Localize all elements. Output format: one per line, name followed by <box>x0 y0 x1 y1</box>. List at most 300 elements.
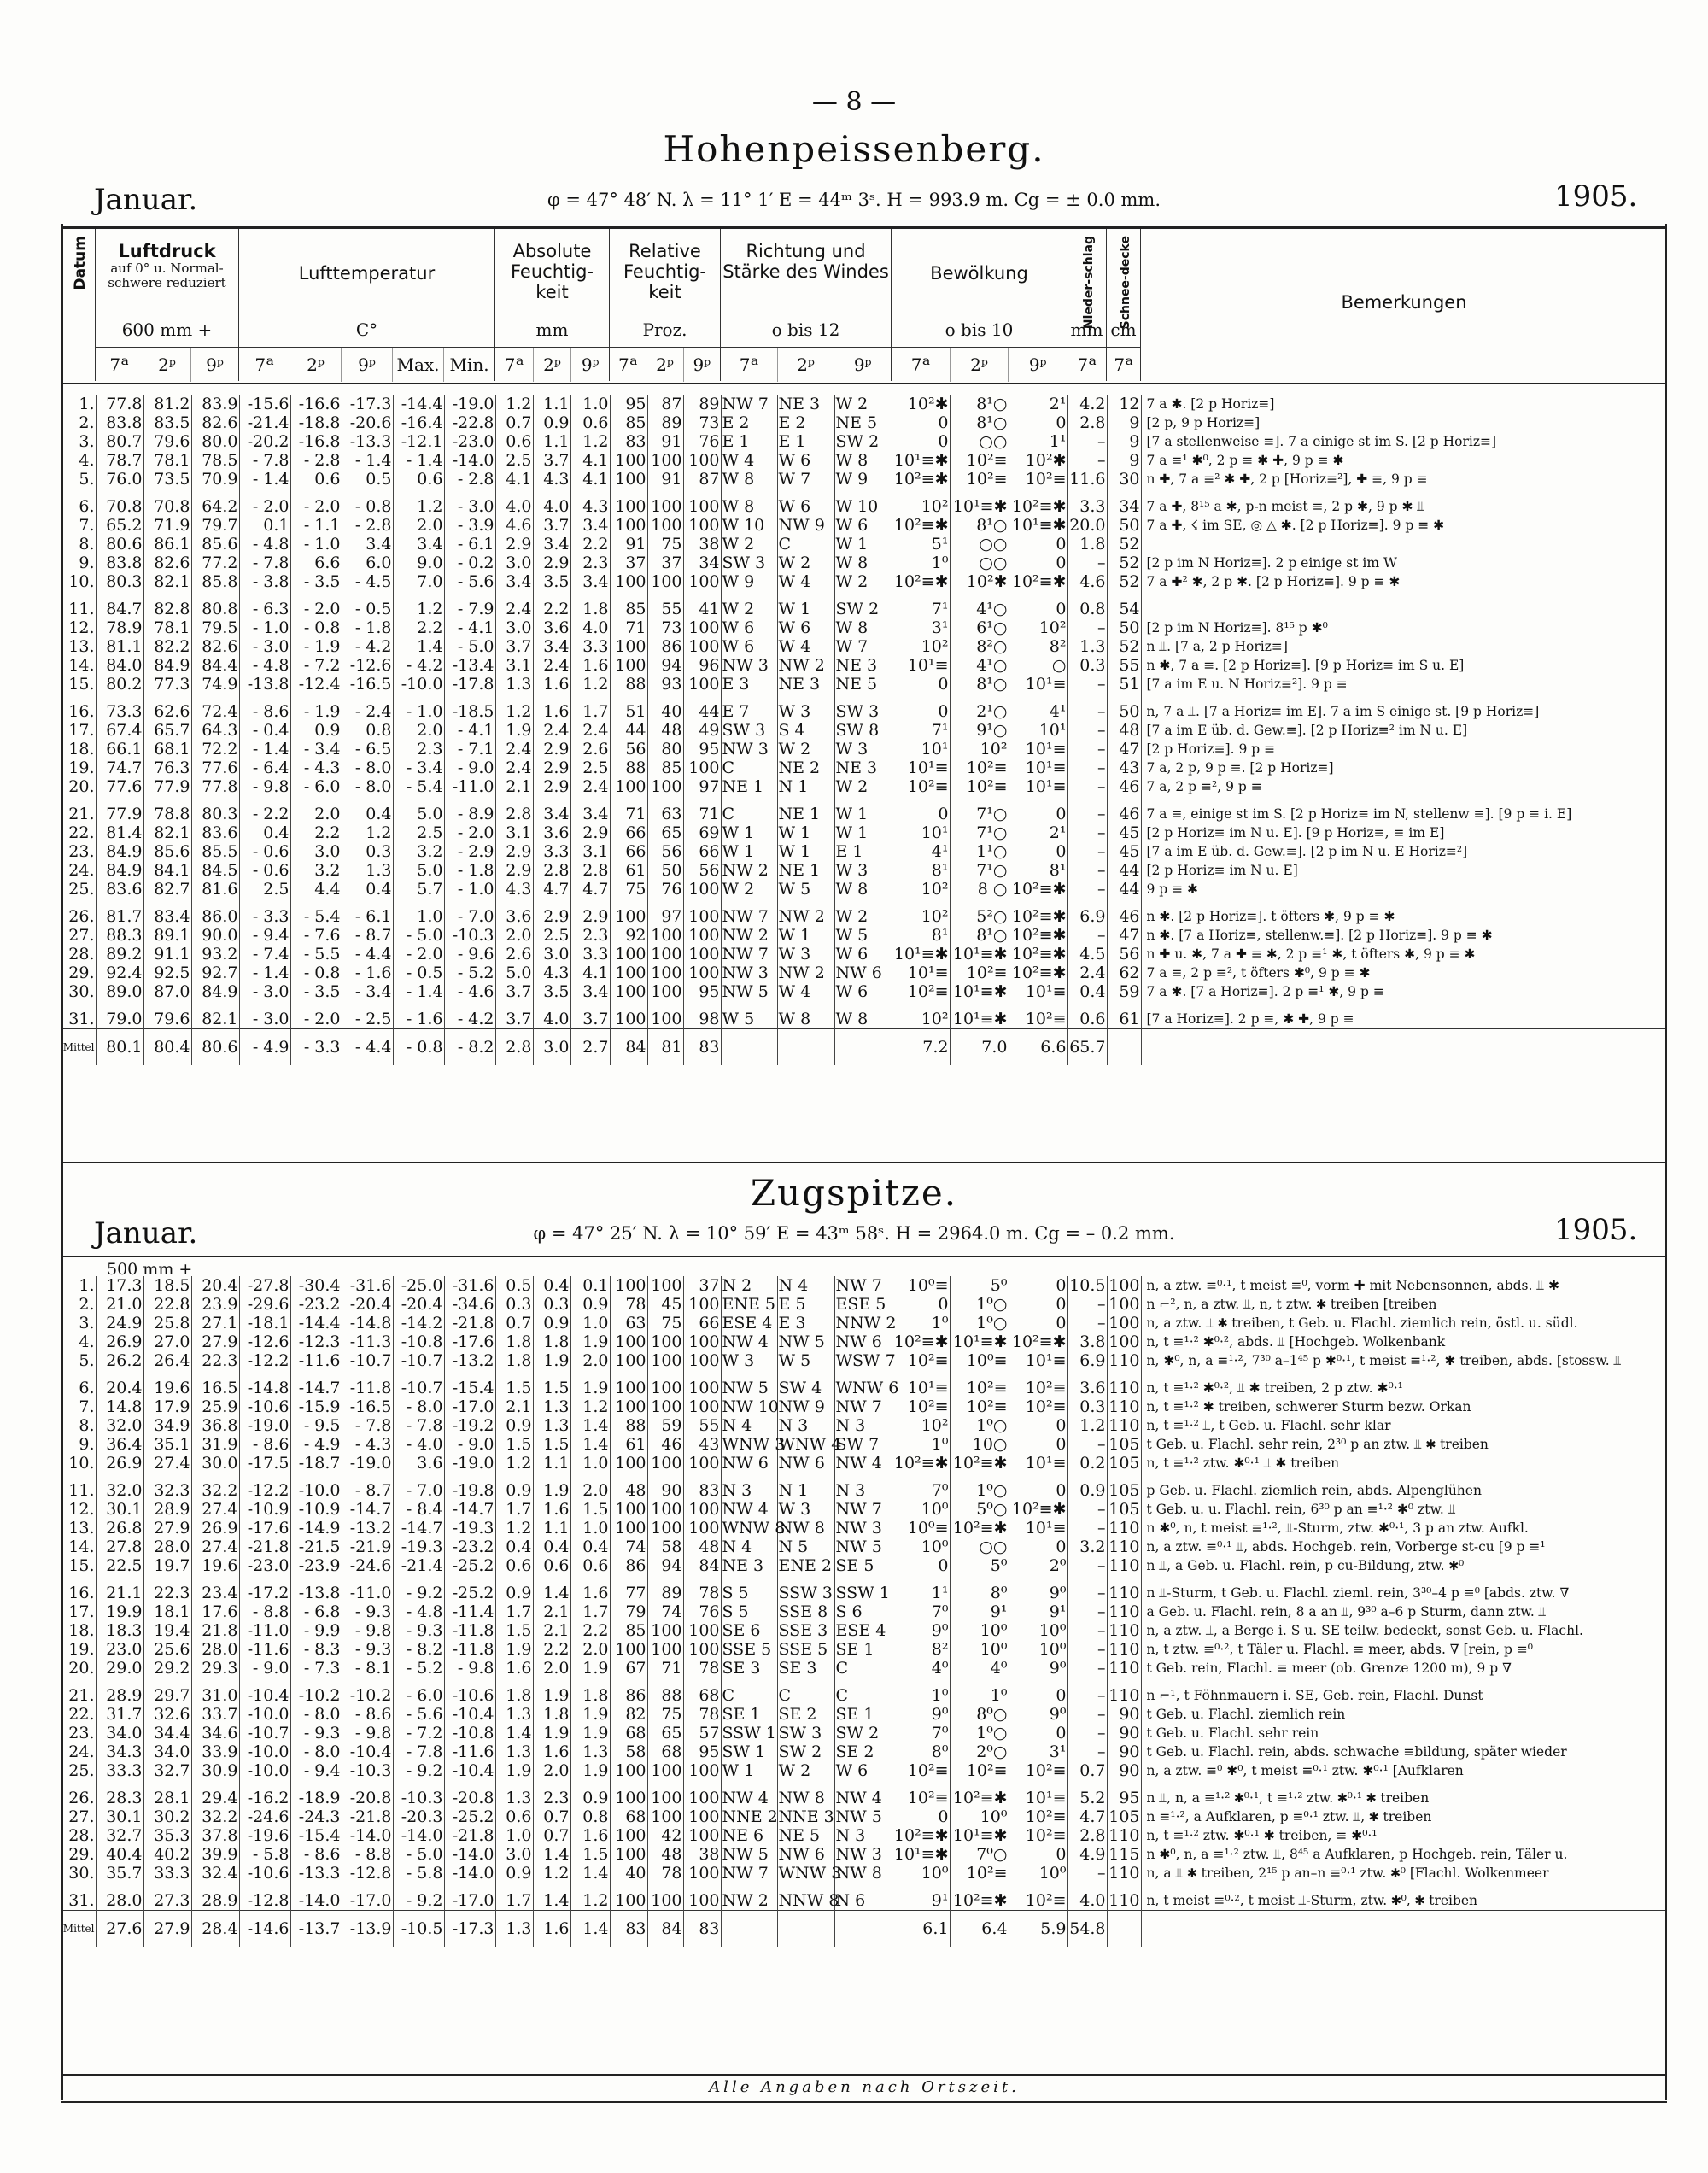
cell-w9: N 6 <box>834 1891 892 1911</box>
cell-precip: 4.6 <box>1068 572 1107 591</box>
cell-t7: -12.2 <box>239 1351 290 1370</box>
cell-c7: 10² <box>892 880 950 899</box>
table-row <box>61 880 1667 899</box>
cell-day: 27. <box>61 926 96 945</box>
cell-w9: W 10 <box>834 497 892 516</box>
cell-day: 26. <box>61 907 96 926</box>
cell-t7: -29.6 <box>239 1295 290 1314</box>
mean-row <box>61 1029 1667 1066</box>
month-label-1: Januar. <box>94 183 198 217</box>
cell-t2: -18.9 <box>290 1789 342 1807</box>
cell-c9: 0 <box>1009 600 1068 618</box>
cell-r2: 93 <box>647 675 683 694</box>
header-temperature: Lufttemperatur C° 7ª 2ᵖ 9ᵖ Max. Min. <box>239 229 495 381</box>
cell-w7: SW 3 <box>721 721 777 740</box>
cell-w9: C <box>834 1659 892 1678</box>
cell-t9: -13.3 <box>342 432 393 451</box>
cell-r7: 100 <box>610 451 647 470</box>
cell-w7: W 1 <box>721 842 777 861</box>
cell-w2: SE 3 <box>777 1659 834 1678</box>
cell-tmax: - 7.0 <box>393 1481 444 1500</box>
cell-tmin: - 9.6 <box>444 945 495 964</box>
cell-w2: C <box>777 1686 834 1705</box>
cell-a7: 1.3 <box>495 675 533 694</box>
cell-w9: NE 5 <box>834 675 892 694</box>
cell-p2: 27.3 <box>143 1891 191 1911</box>
cell-r7: 100 <box>610 1379 647 1397</box>
cell-p9: 26.9 <box>191 1519 239 1538</box>
table-row <box>61 1314 1667 1332</box>
cell-snow: 95 <box>1107 1789 1141 1807</box>
cell-a9: 1.9 <box>570 1659 610 1678</box>
cell-c7: 0 <box>892 1295 950 1314</box>
cell-r2: 73 <box>647 618 683 637</box>
cell-p9: 28.9 <box>191 1891 239 1911</box>
cell-r7: 63 <box>610 1314 647 1332</box>
cell-tmin: - 2.8 <box>444 470 495 489</box>
cell-remarks: [7 a Horiz≡]. 2 p ≡, ✱ ✚, 9 p ≡ <box>1146 1011 1354 1027</box>
cell-c9: 10¹≡ <box>1009 1454 1068 1473</box>
cell-t7: - 1.4 <box>239 964 290 982</box>
cell-r7: 88 <box>610 1416 647 1435</box>
group-gap <box>61 1001 1667 1010</box>
cell-p2: 76.3 <box>143 758 191 777</box>
cell-t2: 0.9 <box>290 721 342 740</box>
cell-w7: W 8 <box>721 470 777 489</box>
cell-c9: 0 <box>1009 1845 1068 1864</box>
cell-c7: 0 <box>892 1556 950 1575</box>
cell-snow: 110 <box>1107 1686 1141 1705</box>
cell-c2: 10²≡ <box>950 758 1009 777</box>
cell-r9: 95 <box>683 982 721 1001</box>
cell-t7: -10.7 <box>239 1724 290 1742</box>
cell-w7: NE 1 <box>721 777 777 796</box>
cell-r7: 100 <box>610 470 647 489</box>
table-row <box>61 1705 1667 1724</box>
table-header <box>61 226 1667 384</box>
cell-a9: 1.6 <box>570 1826 610 1845</box>
cell-t9: - 0.5 <box>342 600 393 618</box>
cell-remarks: 7 a ≡, einige st im S. [2 p Horiz≡ im N, stellenw ≡]. [9 p ≡ i. E] <box>1146 806 1572 822</box>
cell-p7: 26.9 <box>96 1454 143 1473</box>
cell-tmax: - 8.4 <box>393 1500 444 1519</box>
cell-t9: - 4.3 <box>342 1435 393 1454</box>
header-remarks: Bemerkungen <box>1341 292 1467 313</box>
cell-precip: 20.0 <box>1068 516 1107 535</box>
cell-a9: 1.2 <box>570 1891 610 1911</box>
cell-r7: 77 <box>610 1584 647 1602</box>
cell-t2: - 1.0 <box>290 535 342 554</box>
cell-r2: 81 <box>647 1029 683 1066</box>
cell-r9: 73 <box>683 413 721 432</box>
cell-w9: C <box>834 1686 892 1705</box>
cell-a7: 1.3 <box>495 1705 533 1724</box>
cell-tmax: 7.0 <box>393 572 444 591</box>
cell-t7: - 2.2 <box>239 805 290 823</box>
cell-w2: NE 5 <box>777 1826 834 1845</box>
cell-a7: 3.1 <box>495 656 533 675</box>
cell-day: 31. <box>61 1891 96 1911</box>
cell-tmax: - 8.2 <box>393 1640 444 1659</box>
table-row <box>61 1416 1667 1435</box>
cell-p2: 77.9 <box>143 777 191 796</box>
cell-c7: 10² <box>892 1416 950 1435</box>
table-row <box>61 470 1667 489</box>
cell-tmax: 1.0 <box>393 907 444 926</box>
cell-p9: 82.1 <box>191 1010 239 1029</box>
cell-tmax: -10.8 <box>393 1332 444 1351</box>
cell-a7: 1.4 <box>495 1724 533 1742</box>
cell-c2: 8¹○ <box>950 516 1009 535</box>
cell-w2: SW 4 <box>777 1379 834 1397</box>
cell-t7: - 0.6 <box>239 861 290 880</box>
header-abs-humidity: Absolute Feuchtig-keit mm 7ª 2ᵖ 9ᵖ <box>495 229 610 381</box>
cell-a2: 2.9 <box>533 907 570 926</box>
cell-p9: 22.3 <box>191 1351 239 1370</box>
cell-p2: 35.3 <box>143 1826 191 1845</box>
cell-c2: 1⁰○ <box>950 1314 1009 1332</box>
right-border <box>1665 224 1667 2100</box>
cell-c7: 9⁰ <box>892 1621 950 1640</box>
cell-remarks: a Geb. u. Flachl. rein, 8 a an ⫫, 9³⁰ a–6 p Sturm, dann ztw. ⫫ <box>1146 1604 1547 1620</box>
cell-r7: 40 <box>610 1864 647 1883</box>
cell-r9: 100 <box>683 1621 721 1640</box>
cell-r2: 100 <box>647 451 683 470</box>
cell-day: 10. <box>61 572 96 591</box>
cell-remarks: [2 p Horiz≡]. 9 p ≡ <box>1146 741 1276 757</box>
cell-precip: 3.2 <box>1068 1538 1107 1556</box>
cell-p7: 77.8 <box>96 395 143 413</box>
cell-w9: W 7 <box>834 637 892 656</box>
cell-w2: NW 6 <box>777 1845 834 1864</box>
cell-a2: 2.9 <box>533 777 570 796</box>
cell-a2: 1.9 <box>533 1351 570 1370</box>
cell-r7: 100 <box>610 1891 647 1911</box>
cell-w7: NW 7 <box>721 1864 777 1883</box>
cell-w9: NW 4 <box>834 1454 892 1473</box>
cell-p9: 34.6 <box>191 1724 239 1742</box>
cell-p7: 27.6 <box>96 1911 143 1948</box>
cell-r7: 79 <box>610 1602 647 1621</box>
cell-tmax: -14.0 <box>393 1826 444 1845</box>
cell-day: 16. <box>61 702 96 721</box>
cell-r2: 100 <box>647 1397 683 1416</box>
cell-w9: NW 7 <box>834 1397 892 1416</box>
cell-p9: 28.0 <box>191 1640 239 1659</box>
cell-t7: -10.9 <box>239 1500 290 1519</box>
cell-w7: W 5 <box>721 1010 777 1029</box>
cell-c2: 6.4 <box>950 1911 1009 1948</box>
cell-t2: - 1.1 <box>290 516 342 535</box>
cell-p7: 81.4 <box>96 823 143 842</box>
cell-t2: - 8.0 <box>290 1742 342 1761</box>
cell-c7: 10¹≡✱ <box>892 945 950 964</box>
cell-t2: - 2.0 <box>290 600 342 618</box>
cell-snow: 110 <box>1107 1864 1141 1883</box>
cell-t2: -11.6 <box>290 1351 342 1370</box>
cell-tmax: 3.2 <box>393 842 444 861</box>
cell-precip: – <box>1068 1584 1107 1602</box>
cell-tmin: - 5.0 <box>444 637 495 656</box>
cell-w2: ENE 2 <box>777 1556 834 1575</box>
cell-c7: 4¹ <box>892 842 950 861</box>
cell-t9: 0.4 <box>342 880 393 899</box>
cell-a9: 4.3 <box>570 497 610 516</box>
cell-p7: 26.2 <box>96 1351 143 1370</box>
cell-precip: 4.0 <box>1068 1891 1107 1911</box>
cell-p9: 27.4 <box>191 1500 239 1519</box>
cell-r9: 100 <box>683 618 721 637</box>
cell-tmin: -10.8 <box>444 1724 495 1742</box>
cell-day: 5. <box>61 470 96 489</box>
cell-t9: 0.8 <box>342 721 393 740</box>
cell-precip: – <box>1068 861 1107 880</box>
cell-c9: 6.6 <box>1009 1029 1068 1066</box>
cell-p2: 32.3 <box>143 1481 191 1500</box>
group-gap <box>61 1575 1667 1584</box>
cell-a2: 1.8 <box>533 1332 570 1351</box>
cell-t9: -24.6 <box>342 1556 393 1575</box>
cell-remarks: [2 p Horiz≡ im N u. E]. [9 p Horiz≡, ≡ im E] <box>1146 825 1445 840</box>
cell-w7 <box>721 1029 777 1066</box>
cell-r7: 84 <box>610 1029 647 1066</box>
table-row <box>61 1807 1667 1826</box>
cell-remarks: 7 a ✱. [7 a Horiz≡]. 2 p ≡¹ ✱, 9 p ≡ <box>1146 984 1384 999</box>
section-divider <box>61 1162 1667 1163</box>
cell-w7: NE 6 <box>721 1826 777 1845</box>
cell-w2: NW 9 <box>777 516 834 535</box>
cell-c2: 8¹○ <box>950 413 1009 432</box>
cell-tmin: -11.0 <box>444 777 495 796</box>
cell-a2: 3.4 <box>533 637 570 656</box>
cell-a9: 3.4 <box>570 516 610 535</box>
cell-day: 2. <box>61 413 96 432</box>
cell-p9: 31.0 <box>191 1686 239 1705</box>
cell-a7: 4.1 <box>495 470 533 489</box>
cell-day: 14. <box>61 1538 96 1556</box>
cell-t2: -14.7 <box>290 1379 342 1397</box>
cell-p9: 21.8 <box>191 1621 239 1640</box>
cell-t2: - 9.4 <box>290 1761 342 1780</box>
cell-a7: 2.5 <box>495 451 533 470</box>
cell-c9: 9⁰ <box>1009 1705 1068 1724</box>
cell-r7: 92 <box>610 926 647 945</box>
cell-w2: NNE 3 <box>778 1807 834 1826</box>
cell-a7: 3.7 <box>495 637 533 656</box>
cell-precip: – <box>1068 1742 1107 1761</box>
cell-snow: 9 <box>1107 413 1141 432</box>
cell-a7: 2.4 <box>495 740 533 758</box>
cell-c2: 10⁰≡ <box>950 1351 1009 1370</box>
cell-tmin: -13.4 <box>444 656 495 675</box>
cell-w7: C <box>721 758 777 777</box>
cell-p9: 72.2 <box>191 740 239 758</box>
cell-t9: -20.6 <box>342 413 393 432</box>
cell-w2: W 6 <box>777 618 834 637</box>
cell-c2: 7⁰○ <box>950 1845 1009 1864</box>
cell-r7: 71 <box>610 618 647 637</box>
cell-a7: 4.0 <box>495 497 533 516</box>
cell-c2: 5⁰ <box>950 1556 1009 1575</box>
cell-tmax: - 3.4 <box>393 758 444 777</box>
cell-r7: 100 <box>610 656 647 675</box>
cell-w2: C <box>777 535 834 554</box>
cell-w9: SW 3 <box>834 702 892 721</box>
cell-r2: 74 <box>647 1602 683 1621</box>
cell-precip: – <box>1068 1519 1107 1538</box>
cell-r9: 100 <box>683 516 721 535</box>
cell-r9: 100 <box>683 964 721 982</box>
cell-tmax: -16.4 <box>393 413 444 432</box>
cell-c2: 8¹○ <box>950 675 1009 694</box>
cell-c2: 10²✱ <box>950 572 1009 591</box>
cell-a2: 2.9 <box>533 758 570 777</box>
cell-a9: 4.0 <box>570 618 610 637</box>
cell-w9: W 9 <box>834 470 892 489</box>
cell-remarks: [2 p im N Horiz≡]. 2 p einige st im W <box>1146 555 1397 571</box>
cell-p2: 28.0 <box>143 1538 191 1556</box>
cell-p7: 28.0 <box>96 1891 143 1911</box>
cell-p2: 26.4 <box>143 1351 191 1370</box>
cell-t9: 0.5 <box>342 470 393 489</box>
cell-a7: 1.3 <box>495 1789 533 1807</box>
group-gap <box>61 1883 1667 1891</box>
cell-p7: 31.7 <box>96 1705 143 1724</box>
table-row <box>61 926 1667 945</box>
cell-a7: 1.5 <box>495 1621 533 1640</box>
cell-tmax: - 1.0 <box>393 702 444 721</box>
cell-r7: 100 <box>610 1010 647 1029</box>
cell-t7: - 1.4 <box>239 470 290 489</box>
cell-precip: 0.6 <box>1068 1010 1107 1029</box>
cell-p9: 84.4 <box>191 656 239 675</box>
cell-snow: 100 <box>1107 1332 1141 1351</box>
cell-t2: - 5.4 <box>290 907 342 926</box>
cell-r9: 41 <box>683 600 721 618</box>
cell-w9: W 6 <box>834 982 892 1001</box>
cell-p9: 31.9 <box>191 1435 239 1454</box>
cell-r7: 86 <box>610 1556 647 1575</box>
table-row <box>61 740 1667 758</box>
group-gap <box>61 694 1667 702</box>
cell-r7: 100 <box>610 1500 647 1519</box>
cell-p7: 32.0 <box>96 1481 143 1500</box>
cell-w7 <box>721 1911 777 1948</box>
cell-t2: -15.4 <box>290 1826 342 1845</box>
cell-p7: 29.0 <box>96 1659 143 1678</box>
cell-r9: 78 <box>683 1659 721 1678</box>
cell-r9: 56 <box>683 861 721 880</box>
cell-remarks: n, a ztw. ≡⁰·¹, t meist ≡⁰, vorm ✚ mit Nebensonnen, abds. ⫫ ✱ <box>1146 1278 1559 1293</box>
cell-t9: - 8.8 <box>342 1845 393 1864</box>
cell-snow: 105 <box>1107 1454 1141 1473</box>
cell-t2: -10.9 <box>290 1500 342 1519</box>
cell-p2: 84.9 <box>143 656 191 675</box>
cell-tmax: - 1.4 <box>393 982 444 1001</box>
cell-a7: 0.6 <box>495 1807 533 1826</box>
cell-tmin: -11.6 <box>444 1742 495 1761</box>
cell-day: 4. <box>61 451 96 470</box>
cell-day: 26. <box>61 1789 96 1807</box>
cell-r2: 85 <box>647 758 683 777</box>
cell-w7: S 5 <box>721 1602 777 1621</box>
cell-p2: 78.1 <box>143 618 191 637</box>
cell-c9: 10¹≡ <box>1009 1789 1068 1807</box>
cell-c7: 1⁰ <box>892 1435 950 1454</box>
cell-a2: 1.6 <box>533 1500 570 1519</box>
cell-w9: E 1 <box>834 842 892 861</box>
cell-r2: 42 <box>647 1826 683 1845</box>
cell-c2: 8¹○ <box>950 395 1009 413</box>
cell-precip: – <box>1068 1686 1107 1705</box>
cell-a2: 3.6 <box>533 823 570 842</box>
table-row <box>61 1295 1667 1314</box>
cell-p9: 25.9 <box>191 1397 239 1416</box>
cell-a2: 3.7 <box>533 451 570 470</box>
cell-p9: 32.2 <box>191 1481 239 1500</box>
cell-r9: 69 <box>683 823 721 842</box>
cell-t2: - 4.9 <box>290 1435 342 1454</box>
cell-r7: 74 <box>610 1538 647 1556</box>
cell-snow: 110 <box>1107 1538 1141 1556</box>
cell-c9: 8² <box>1009 637 1068 656</box>
cell-snow: 110 <box>1107 1621 1141 1640</box>
cell-p9: 84.5 <box>191 861 239 880</box>
cell-w9: NW 5 <box>834 1538 892 1556</box>
table-row <box>61 1891 1667 1911</box>
cell-w9: SE 5 <box>834 1556 892 1575</box>
cell-a7: 0.5 <box>495 1276 533 1295</box>
cell-t7: -24.6 <box>239 1807 290 1826</box>
cell-t7: - 6.4 <box>239 758 290 777</box>
cell-c7: 10⁰ <box>892 1864 950 1883</box>
cell-c9: 10²≡✱ <box>1009 1500 1068 1519</box>
cell-r2: 100 <box>647 1519 683 1538</box>
cell-a9: 2.6 <box>570 740 610 758</box>
cell-a2: 1.5 <box>533 1379 570 1397</box>
cell-tmax: - 7.8 <box>393 1742 444 1761</box>
table-row <box>61 1276 1667 1295</box>
cell-t2: - 3.5 <box>290 572 342 591</box>
cell-c7: 10⁰ <box>892 1500 950 1519</box>
cell-c9: 3¹ <box>1009 1742 1068 1761</box>
cell-precip: – <box>1068 1724 1107 1742</box>
cell-a7: 1.9 <box>495 721 533 740</box>
cell-tmin: -22.8 <box>444 413 495 432</box>
cell-p9: 28.4 <box>191 1911 239 1948</box>
cell-c7: 10²✱ <box>892 395 950 413</box>
cell-c9: 0 <box>1009 1276 1068 1295</box>
cell-c9: 10²≡ <box>1009 1807 1068 1826</box>
cell-r7: 100 <box>610 982 647 1001</box>
table-row <box>61 554 1667 572</box>
cell-r9: 100 <box>683 880 721 899</box>
cell-a9: 1.0 <box>570 1454 610 1473</box>
cell-a7: 2.9 <box>495 535 533 554</box>
cell-tmin: - 0.2 <box>444 554 495 572</box>
cell-a9: 1.9 <box>570 1332 610 1351</box>
cell-w2: NNW 8 <box>778 1891 839 1910</box>
cell-precip: 6.9 <box>1068 1351 1107 1370</box>
cell-precip: 3.6 <box>1068 1379 1107 1397</box>
cell-r7: 100 <box>610 497 647 516</box>
cell-w9: NE 3 <box>834 758 892 777</box>
cell-t2: -30.4 <box>290 1276 342 1295</box>
cell-p2: 34.9 <box>143 1416 191 1435</box>
cell-w7: S 5 <box>721 1584 777 1602</box>
cell-w2: W 1 <box>777 600 834 618</box>
table-row <box>61 1500 1667 1519</box>
